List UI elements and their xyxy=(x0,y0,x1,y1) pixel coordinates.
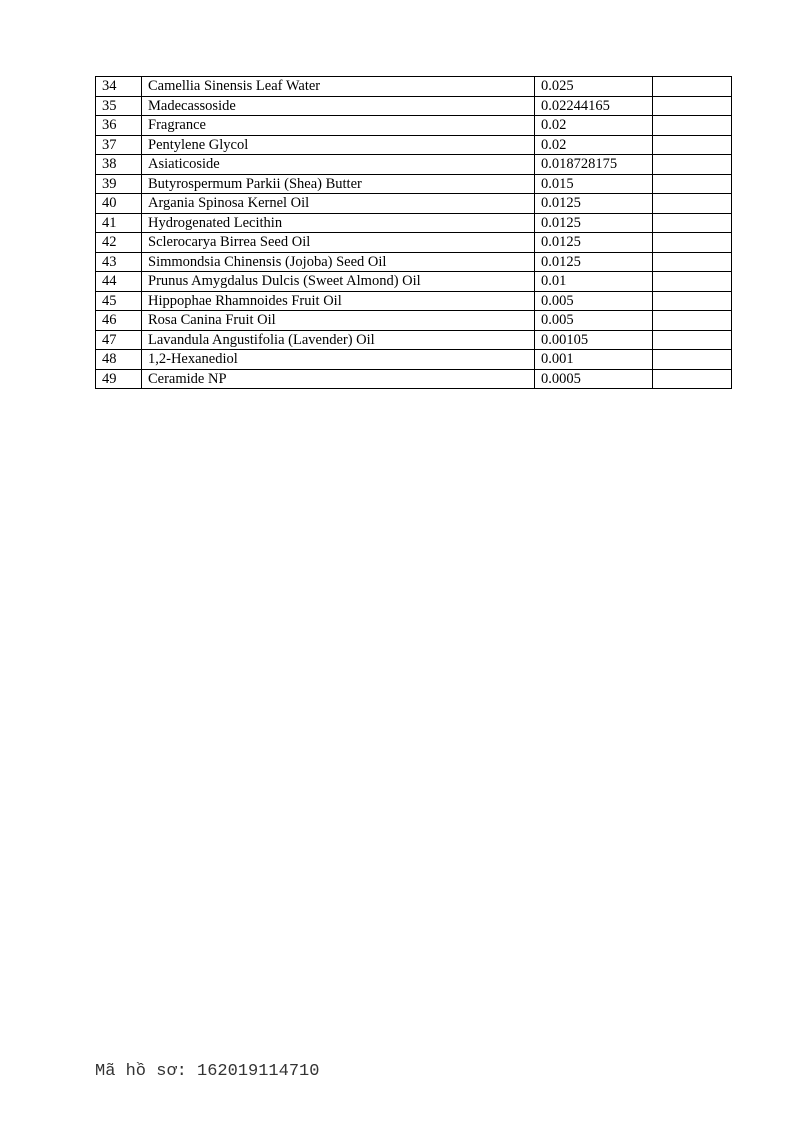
empty-cell xyxy=(653,291,732,311)
table-row xyxy=(96,233,732,253)
ingredient-name-cell: Camellia Sinensis Leaf Water xyxy=(142,77,535,97)
ingredient-name-cell: Sclerocarya Birrea Seed Oil xyxy=(142,233,535,253)
table-row xyxy=(96,174,732,194)
concentration-cell: 0.0125 xyxy=(535,233,653,253)
table-row xyxy=(96,194,732,214)
empty-cell xyxy=(653,272,732,292)
table-row xyxy=(96,96,732,116)
ingredient-name-cell: Butyrospermum Parkii (Shea) Butter xyxy=(142,174,535,194)
ingredient-name-cell: Asiaticoside xyxy=(142,155,535,175)
empty-cell xyxy=(653,194,732,214)
concentration-cell: 0.0005 xyxy=(535,369,653,389)
concentration-cell: 0.02 xyxy=(535,135,653,155)
ingredient-name-cell: 1,2-Hexanediol xyxy=(142,350,535,370)
table-row xyxy=(96,330,732,350)
concentration-cell: 0.018728175 xyxy=(535,155,653,175)
table-row xyxy=(96,155,732,175)
concentration-cell: 0.025 xyxy=(535,77,653,97)
row-number-cell: 40 xyxy=(96,194,142,214)
table-row xyxy=(96,311,732,331)
concentration-cell: 0.015 xyxy=(535,174,653,194)
ingredient-name-cell: Simmondsia Chinensis (Jojoba) Seed Oil xyxy=(142,252,535,272)
concentration-cell: 0.02244165 xyxy=(535,96,653,116)
empty-cell xyxy=(653,135,732,155)
row-number-cell: 34 xyxy=(96,77,142,97)
empty-cell xyxy=(653,311,732,331)
empty-cell xyxy=(653,252,732,272)
ingredients-table-body xyxy=(96,77,732,389)
table-row xyxy=(96,291,732,311)
empty-cell xyxy=(653,350,732,370)
table-row xyxy=(96,252,732,272)
row-number-cell: 37 xyxy=(96,135,142,155)
empty-cell xyxy=(653,330,732,350)
table-row xyxy=(96,77,732,97)
row-number-cell: 35 xyxy=(96,96,142,116)
empty-cell xyxy=(653,174,732,194)
row-number-cell: 46 xyxy=(96,311,142,331)
empty-cell xyxy=(653,116,732,136)
empty-cell xyxy=(653,155,732,175)
ingredient-name-cell: Lavandula Angustifolia (Lavender) Oil xyxy=(142,330,535,350)
row-number-cell: 45 xyxy=(96,291,142,311)
empty-cell xyxy=(653,369,732,389)
empty-cell xyxy=(653,233,732,253)
ingredient-name-cell: Fragrance xyxy=(142,116,535,136)
empty-cell xyxy=(653,77,732,97)
row-number-cell: 39 xyxy=(96,174,142,194)
ingredient-name-cell: Madecassoside xyxy=(142,96,535,116)
concentration-cell: 0.005 xyxy=(535,291,653,311)
ingredient-name-cell: Rosa Canina Fruit Oil xyxy=(142,311,535,331)
concentration-cell: 0.0125 xyxy=(535,252,653,272)
concentration-cell: 0.0125 xyxy=(535,213,653,233)
table-row xyxy=(96,369,732,389)
ingredient-name-cell: Hippophae Rhamnoides Fruit Oil xyxy=(142,291,535,311)
ingredients-table xyxy=(95,76,732,389)
row-number-cell: 43 xyxy=(96,252,142,272)
concentration-cell: 0.00105 xyxy=(535,330,653,350)
row-number-cell: 42 xyxy=(96,233,142,253)
table-row xyxy=(96,272,732,292)
document-code-footer: Mã hồ sơ: 162019114710 xyxy=(95,1062,320,1081)
empty-cell xyxy=(653,213,732,233)
ingredient-name-cell: Ceramide NP xyxy=(142,369,535,389)
row-number-cell: 47 xyxy=(96,330,142,350)
concentration-cell: 0.0125 xyxy=(535,194,653,214)
ingredient-name-cell: Pentylene Glycol xyxy=(142,135,535,155)
row-number-cell: 41 xyxy=(96,213,142,233)
row-number-cell: 44 xyxy=(96,272,142,292)
table-row xyxy=(96,213,732,233)
concentration-cell: 0.005 xyxy=(535,311,653,331)
row-number-cell: 38 xyxy=(96,155,142,175)
ingredient-name-cell: Prunus Amygdalus Dulcis (Sweet Almond) Oil xyxy=(142,272,535,292)
table-row xyxy=(96,135,732,155)
row-number-cell: 48 xyxy=(96,350,142,370)
concentration-cell: 0.02 xyxy=(535,116,653,136)
ingredient-name-cell: Hydrogenated Lecithin xyxy=(142,213,535,233)
ingredient-name-cell: Argania Spinosa Kernel Oil xyxy=(142,194,535,214)
concentration-cell: 0.001 xyxy=(535,350,653,370)
row-number-cell: 49 xyxy=(96,369,142,389)
row-number-cell: 36 xyxy=(96,116,142,136)
concentration-cell: 0.01 xyxy=(535,272,653,292)
empty-cell xyxy=(653,96,732,116)
table-row xyxy=(96,350,732,370)
table-row xyxy=(96,116,732,136)
